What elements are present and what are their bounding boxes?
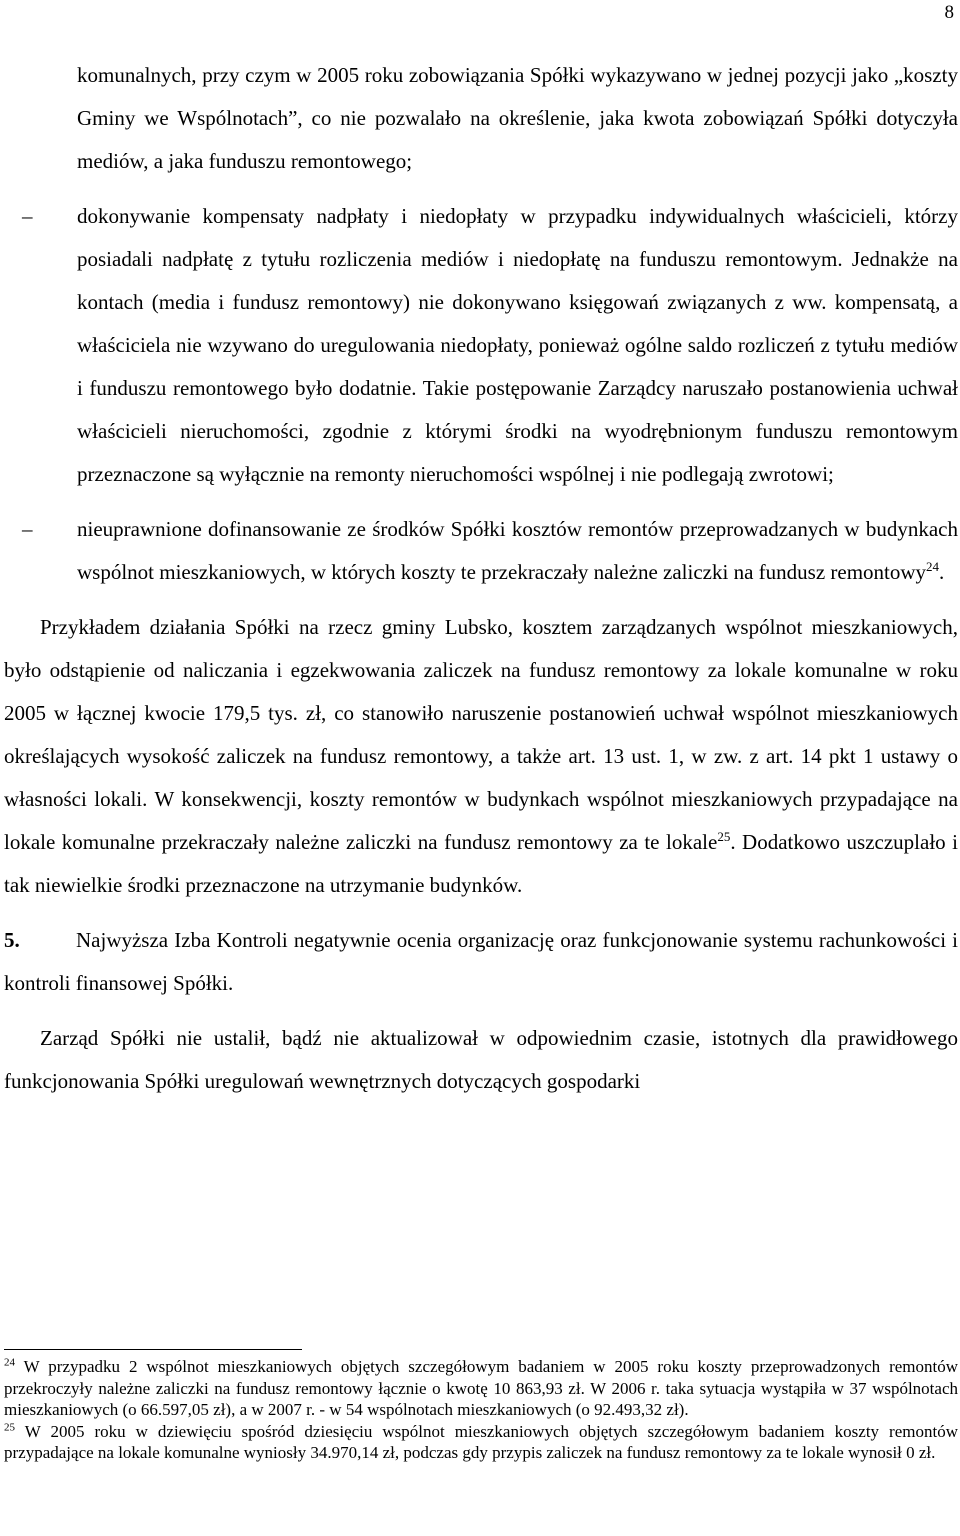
footnote-number: 25 [4,1420,15,1433]
dash-marker: – [22,517,33,541]
intro-paragraph: komunalnych, przy czym w 2005 roku zobowiązania Spółki wykazywano w jednej pozycji jako „koszty Gminy we Wspólnotach”, co nie pozwalało na określenie, jaka kwota zobowiązań Spółki dotyczyła mediów, a jaka funduszu remontowego; [77,63,958,173]
footnote-separator [4,1349,302,1350]
section-paragraph [4,919,958,1005]
bullet-item-financing [22,508,958,594]
footnote-number: 24 [4,1356,15,1369]
example-paragraph [4,606,958,907]
section-text: Najwyższa Izba Kontroli negatywnie ocenia organizację oraz funkcjonowanie systemu rachunkowości i kontroli finansowej Spółki. [4,928,958,995]
footnotes-section [4,1356,958,1464]
bullet-text: nieuprawnione dofinansowanie ze środków Spółki kosztów remontów przeprowadzanych w budynkach wspólnot mieszkaniowych, w których koszty te przekraczały należne zaliczki na fundusz remontowy [77,517,958,584]
footnote-text: W przypadku 2 wspólnot mieszkaniowych objętych szczegółowym badaniem w 2005 roku koszty przeprowadzonych remontów przekroczyły należne zaliczki na fundusz remontowy łącznie o kwotę 10 863,93 zł. W 2006 r. taka sytuacja wystąpiła w 37 wspólnotach mieszkaniowych (o 66.597,05 zł), a w 2007 r. - w 54 wspólnotach mieszkaniowych (o 92.493,32 zł). [4,1357,958,1419]
bullet-item-compensation [22,195,958,496]
bullet-tail: . [939,560,945,584]
paragraph-text: Przykładem działania Spółki na rzecz gminy Lubsko, kosztem zarządzanych wspólnot mieszkaniowych, było odstąpienie od naliczania i egzekwowania zaliczek na fundusz remontowy za lokale komunalne w roku 2005 w łącznej kwocie 179,5 tys. zł, co stanowiło naruszenie postanowień uchwał wspólnot mieszkaniowych określających wysokość zaliczek na fundusz remontowy, a także art. 13 ust. 1, w zw. z art. 14 pkt 1 ustawy o własności lokali. W konsekwencji, koszty remontów w budynkach wspólnot mieszkaniowych przypadające na lokale komunalne przekraczały należne zaliczki na fundusz remontowy za te lokale [4,615,958,854]
section-number: 5. [4,928,20,952]
footnote-24 [4,1356,958,1421]
paragraph-tail: . Dodatkowo uszczuplało i tak niewielkie środki przeznaczone na utrzymanie budynków. [4,830,958,897]
page-number: 8 [944,2,954,23]
footnote-reference[interactable]: 24 [926,559,940,574]
footnote-25 [4,1421,958,1464]
bullet-text: dokonywanie kompensaty nadpłaty i niedopłaty w przypadku indywidualnych właścicieli, którzy posiadali nadpłatę z tytułu rozliczenia mediów i niedopłatę na funduszu remontowym. Jednakże na kontach (media i fundusz remontowy) nie dokonywano księgowań związanych z ww. kompensatą, a właściciela nie wzywano do uregulowania niedopłaty, ponieważ ogólne saldo rozliczeń z tytułu mediów i funduszu remontowego było dodatnie. Takie postępowanie Zarządcy naruszało postanowienia uchwał właścicieli nieruchomości, zgodnie z którymi środki na wyodrębnionym funduszu remontowym przeznaczone są wyłącznie na remonty nieruchomości wspólnej i nie podlegają zwrotowi; [77,204,958,486]
footnote-reference[interactable]: 25 [717,829,731,844]
footnote-text: W 2005 roku w dziewięciu spośród dziesięciu wspólnot mieszkaniowych objętych szczegółowym badaniem koszty remontów przypadające na lokale komunalne wyniosły 34.970,14 zł, podczas gdy przypis zaliczek na fundusz remontowy za te lokale wynosił 0 zł. [4,1421,958,1462]
document-body [4,54,958,1103]
board-paragraph: Zarząd Spółki nie ustalił, bądź nie aktualizował w odpowiednim czasie, istotnych dla prawidłowego funkcjonowania Spółki uregulowań wewnętrznych dotyczących gospodarki [4,1026,958,1093]
dash-marker: – [22,204,33,228]
